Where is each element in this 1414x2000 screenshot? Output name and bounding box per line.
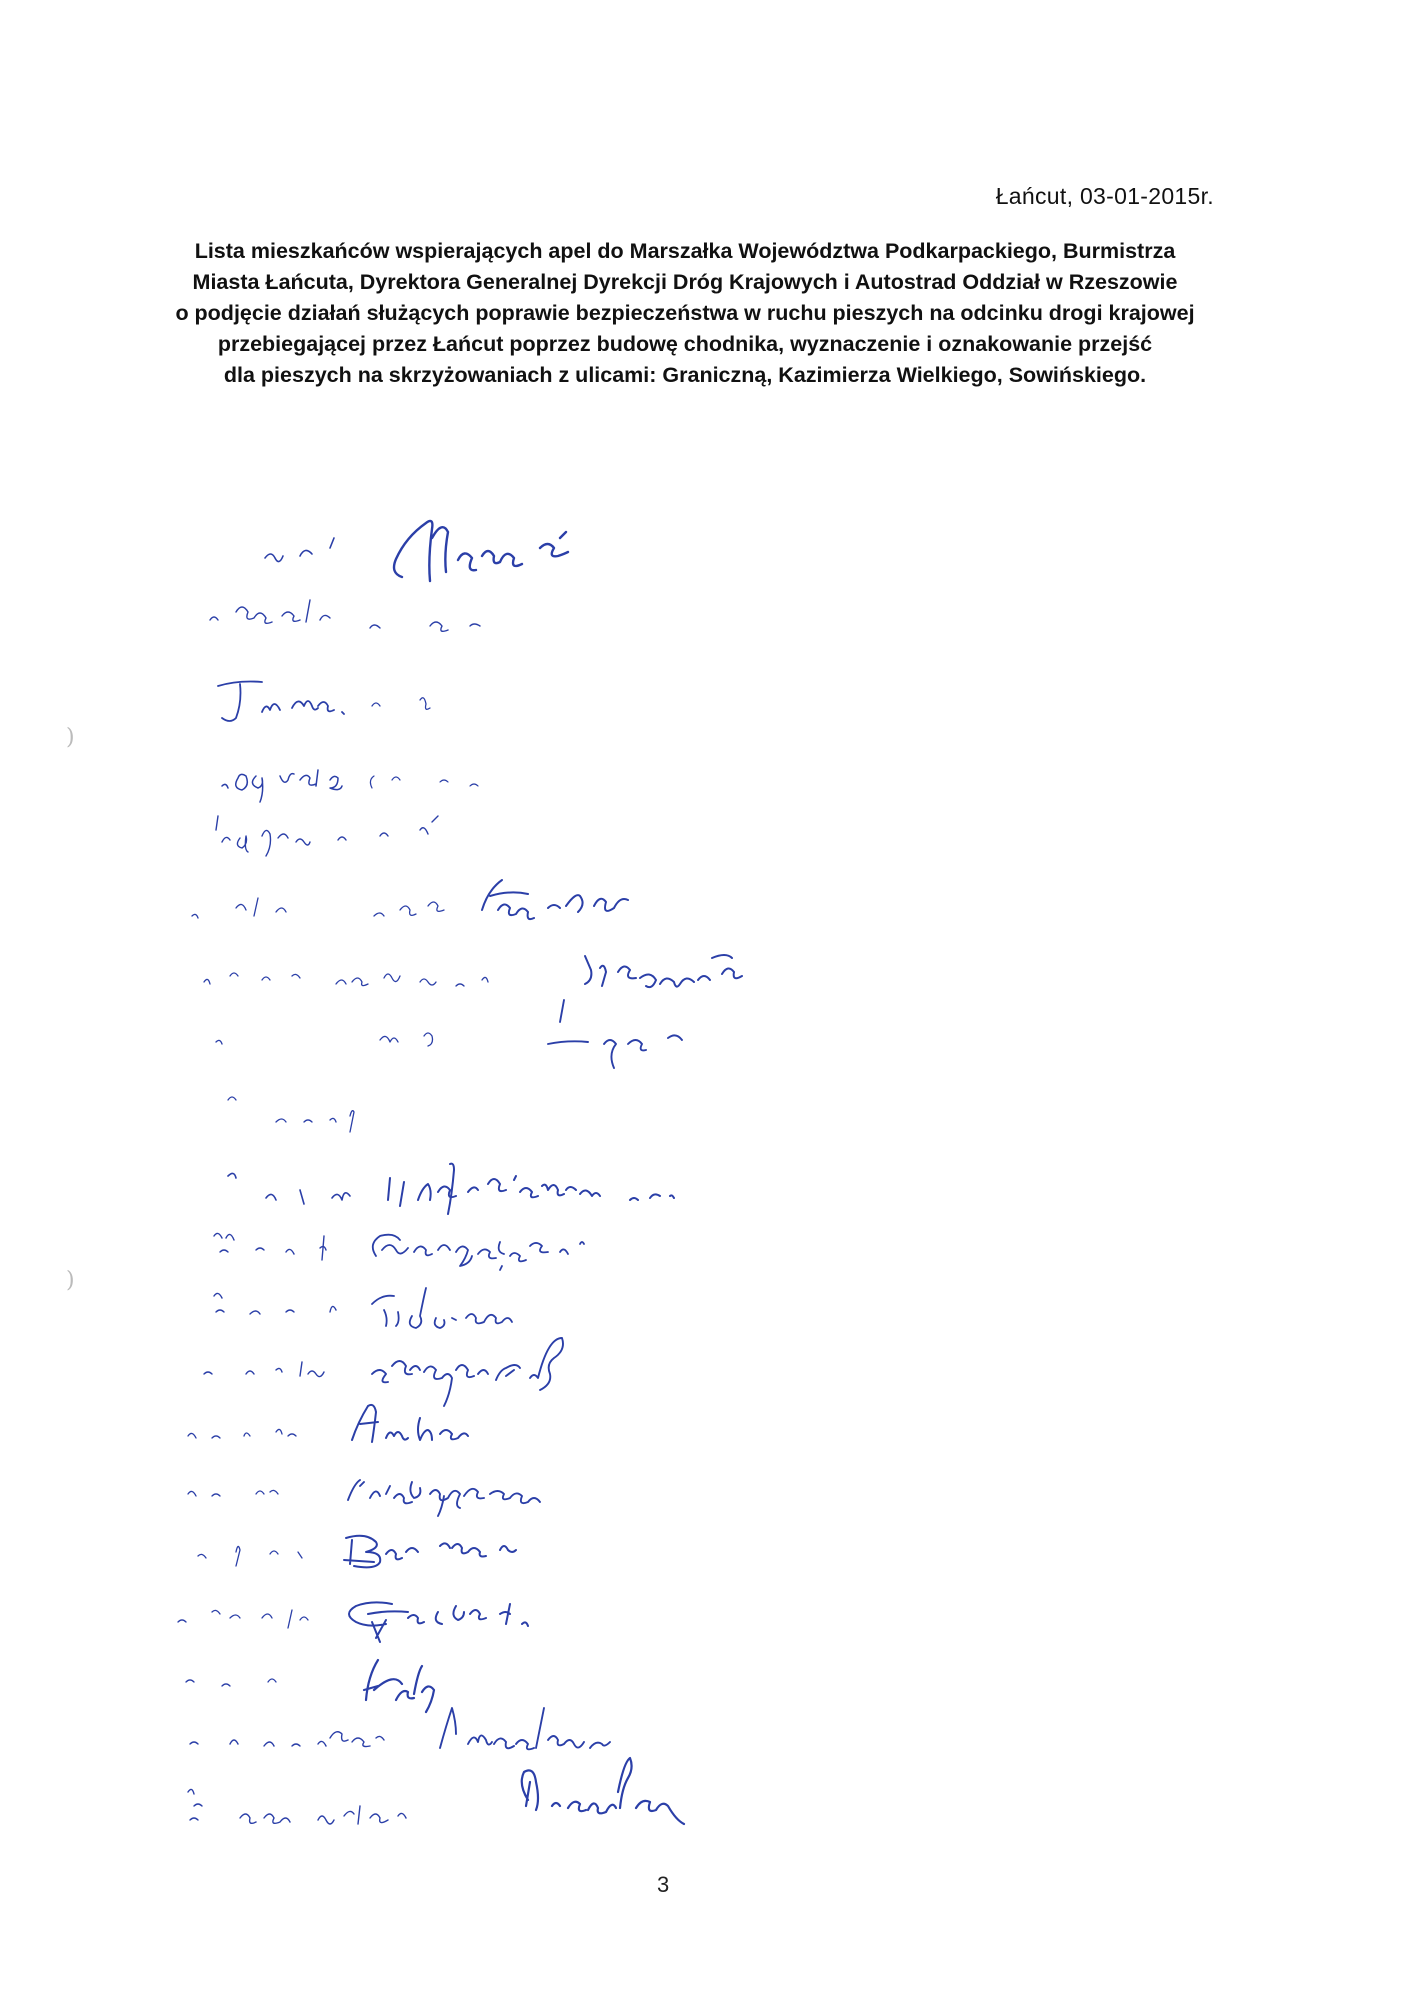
heading-line-5: dla pieszych na skrzyżowaniach z ulicami: Graniczną, Kazimierza Wielkiego, Sowińskiego. — [223, 363, 1147, 387]
signature-7 — [204, 955, 742, 987]
signature-14 — [188, 1405, 468, 1442]
signature-9 — [228, 1097, 354, 1132]
binder-hole-mark: ) — [66, 1268, 75, 1293]
signature-16 — [198, 1536, 516, 1568]
signature-19 — [190, 1708, 610, 1749]
signature-1 — [265, 521, 568, 581]
heading-line-3: o podjęcie działań służących poprawie bezpieczeństwa w ruchu pieszych na odcinku drogi krajowej — [175, 301, 1195, 325]
signature-8 — [216, 1000, 682, 1068]
heading-line-1: Lista mieszkańców wspierających apel do Marszałka Województwa Podkarpackiego, Burmistrza — [194, 239, 1176, 263]
signature-13 — [204, 1338, 563, 1406]
heading-line-2: Miasta Łańcuta, Dyrektora Generalnej Dyrekcji Dróg Krajowych i Autostrad Oddział w Rzeszowie — [192, 270, 1178, 294]
signature-10 — [228, 1164, 674, 1214]
signature-6 — [192, 880, 628, 919]
signature-4 — [222, 770, 478, 802]
signature-12 — [214, 1288, 512, 1328]
binder-hole-mark: ) — [66, 725, 75, 750]
signature-2 — [210, 600, 480, 631]
signature-11 — [214, 1233, 584, 1270]
place-date: Łańcut, 03-01-2015r. — [995, 183, 1214, 209]
signature-15 — [188, 1480, 540, 1516]
page-number: 3 — [657, 1872, 670, 1897]
signature-17 — [178, 1602, 528, 1642]
signature-3 — [218, 682, 430, 722]
signature-18 — [186, 1660, 434, 1712]
signature-5 — [216, 816, 438, 856]
signature-20 — [188, 1758, 684, 1824]
heading-line-4: przebiegającej przez Łańcut poprzez budowę chodnika, wyznaczenie i oznakowanie przejść — [217, 332, 1153, 356]
